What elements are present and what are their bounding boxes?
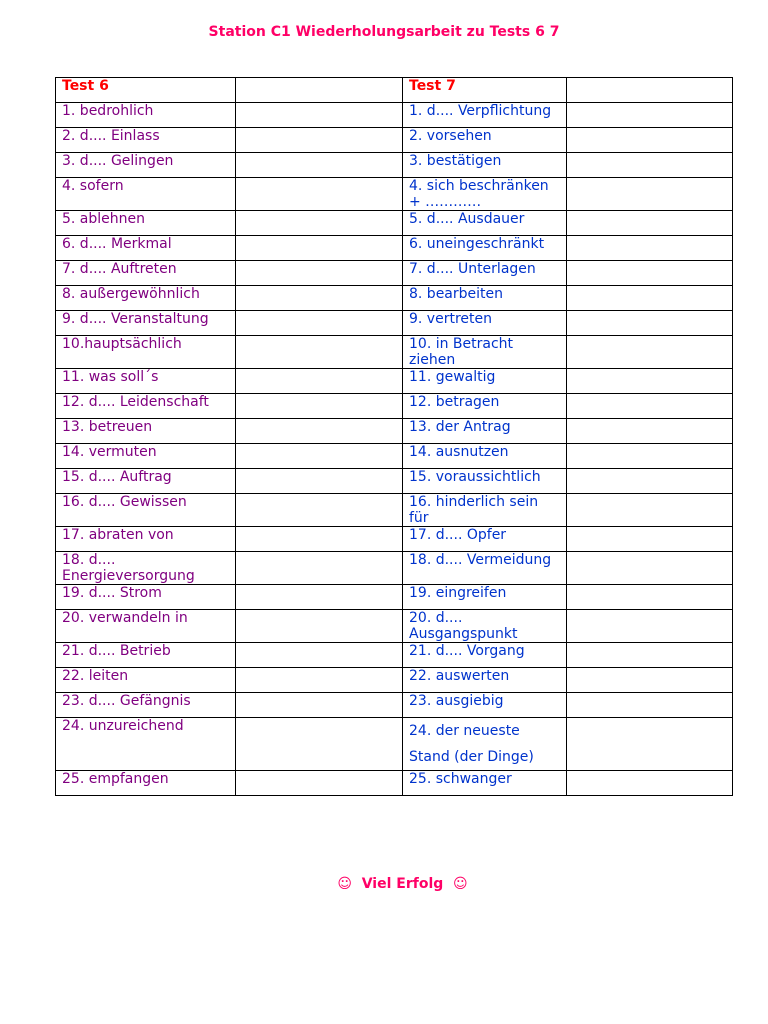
test6-term: 19. d.... Strom [56,585,236,610]
smiley-icon: ☺ [337,876,352,892]
test6-term: 22. leiten [56,668,236,693]
answer-cell-test6[interactable] [236,585,403,610]
answer-cell-test7[interactable] [567,153,733,178]
table-row [56,286,733,311]
table-row [56,693,733,718]
table-row [56,444,733,469]
answer-cell-test6[interactable] [236,311,403,336]
answer-cell-test7[interactable] [567,693,733,718]
test6-term: 3. d.... Gelingen [56,153,236,178]
answer-cell-test7[interactable] [567,494,733,527]
table-row [56,419,733,444]
footer-text: Viel Erfolg [361,876,444,892]
answer-cell-test6[interactable] [236,336,403,369]
test7-term: 19. eingreifen [403,585,567,610]
test6-term: 25. empfangen [56,771,236,796]
table-row [56,261,733,286]
answer-cell-test7[interactable] [567,469,733,494]
smiley-icon: ☺ [453,876,468,892]
answer-cell-test7[interactable] [567,178,733,211]
test6-term: 23. d.... Gefängnis [56,693,236,718]
test6-term: 1. bedrohlich [56,103,236,128]
test7-term: 8. bearbeiten [403,286,567,311]
test6-term: 14. vermuten [56,444,236,469]
answer-cell-test6[interactable] [236,718,403,771]
answer-cell-test7[interactable] [567,103,733,128]
test7-term: 6. uneingeschränkt [403,236,567,261]
table-row [56,771,733,796]
answer-cell-test6[interactable] [236,693,403,718]
footer-message [0,876,768,892]
header-test7: Test 7 [403,78,567,103]
table-row [56,153,733,178]
answer-cell-test7[interactable] [567,771,733,796]
answer-cell-test6[interactable] [236,394,403,419]
test7-term: 21. d.... Vorgang [403,643,567,668]
test6-term: 17. abraten von [56,527,236,552]
answer-cell-test6[interactable] [236,444,403,469]
answer-cell-test7[interactable] [567,552,733,585]
test7-term: 15. voraussichtlich [403,469,567,494]
table-row [56,336,733,369]
test7-term: 23. ausgiebig [403,693,567,718]
table-row [56,643,733,668]
answer-cell-test7[interactable] [567,610,733,643]
page-title: Station C1 Wiederholungsarbeit zu Tests 6 7 [208,24,560,40]
answer-cell-test7[interactable] [567,527,733,552]
answer-cell-test6[interactable] [236,469,403,494]
test6-term: 24. unzureichend [56,718,236,771]
answer-cell-test7[interactable] [567,718,733,771]
answer-cell-test7[interactable] [567,643,733,668]
table-row [56,369,733,394]
table-row [56,527,733,552]
answer-cell-test6[interactable] [236,527,403,552]
answer-cell-test6[interactable] [236,494,403,527]
table-row [56,394,733,419]
table-row [56,236,733,261]
test7-term: 3. bestätigen [403,153,567,178]
answer-cell-test6[interactable] [236,153,403,178]
answer-cell-test7[interactable] [567,286,733,311]
test7-term: 16. hinderlich sein für [403,494,567,527]
answer-cell-test6[interactable] [236,552,403,585]
answer-cell-test7[interactable] [567,336,733,369]
table-row [56,552,733,585]
table-row [56,668,733,693]
test6-term: 10.hauptsächlich [56,336,236,369]
answer-cell-test7[interactable] [567,236,733,261]
table-row [56,211,733,236]
answer-cell-test7[interactable] [567,444,733,469]
test6-term: 2. d.... Einlass [56,128,236,153]
table-row [56,128,733,153]
test7-term: 20. d.... Ausgangspunkt [403,610,567,643]
test6-term: 6. d.... Merkmal [56,236,236,261]
answer-cell-test6[interactable] [236,610,403,643]
test7-term-line: Stand (der Dinge) [409,749,534,765]
test6-term: 5. ablehnen [56,211,236,236]
test7-term: 18. d.... Vermeidung [403,552,567,585]
answer-cell-test6[interactable] [236,369,403,394]
test7-term: 13. der Antrag [403,419,567,444]
answer-cell-test6[interactable] [236,211,403,236]
table-row [56,178,733,211]
test6-term: 18. d.... Energieversorgung [56,552,236,585]
answer-cell-test6[interactable] [236,261,403,286]
table-row [56,585,733,610]
answer-cell-test7[interactable] [567,585,733,610]
test7-term: 12. betragen [403,394,567,419]
table-row [56,103,733,128]
test7-term: 9. vertreten [403,311,567,336]
answer-cell-test7[interactable] [567,668,733,693]
test6-term: 7. d.... Auftreten [56,261,236,286]
test7-term: 10. in Betracht ziehen [403,336,567,369]
answer-cell-test7[interactable] [567,311,733,336]
test6-term: 15. d.... Auftrag [56,469,236,494]
answer-cell-test6[interactable] [236,236,403,261]
answer-cell-test6[interactable] [236,771,403,796]
answer-cell-test7[interactable] [567,261,733,286]
table-row [56,610,733,643]
table-row [56,311,733,336]
answer-cell-test6[interactable] [236,128,403,153]
vocabulary-table [55,77,733,796]
answer-cell-test6[interactable] [236,78,403,103]
answer-cell-test6[interactable] [236,178,403,211]
test7-term: 22. auswerten [403,668,567,693]
answer-cell-test7[interactable] [567,419,733,444]
test7-term [403,718,567,771]
answer-cell-test7[interactable] [567,369,733,394]
header-test6: Test 6 [56,78,236,103]
test7-term: 7. d.... Unterlagen [403,261,567,286]
answer-cell-test7[interactable] [567,78,733,103]
test7-term: 17. d.... Opfer [403,527,567,552]
answer-cell-test6[interactable] [236,643,403,668]
test7-term: 25. schwanger [403,771,567,796]
test7-term: 1. d.... Verpflichtung [403,103,567,128]
test6-term: 13. betreuen [56,419,236,444]
answer-cell-test6[interactable] [236,668,403,693]
answer-cell-test7[interactable] [567,128,733,153]
test7-term: 5. d.... Ausdauer [403,211,567,236]
test6-term: 9. d.... Veranstaltung [56,311,236,336]
test6-term: 4. sofern [56,178,236,211]
test7-term-line: 24. der neueste [409,723,520,739]
table-row [56,469,733,494]
answer-cell-test6[interactable] [236,286,403,311]
test6-term: 20. verwandeln in [56,610,236,643]
test6-term: 12. d.... Leidenschaft [56,394,236,419]
test6-term: 21. d.... Betrieb [56,643,236,668]
test6-term: 16. d.... Gewissen [56,494,236,527]
table-row [56,718,733,771]
table-header-row [56,78,733,103]
table-row [56,494,733,527]
test6-term: 11. was soll´s [56,369,236,394]
test7-term: 11. gewaltig [403,369,567,394]
answer-cell-test7[interactable] [567,211,733,236]
test6-term: 8. außergewöhnlich [56,286,236,311]
answer-cell-test6[interactable] [236,419,403,444]
test7-term: 2. vorsehen [403,128,567,153]
test7-term: 14. ausnutzen [403,444,567,469]
test7-term: 4. sich beschränken + ………… [403,178,567,211]
answer-cell-test6[interactable] [236,103,403,128]
answer-cell-test7[interactable] [567,394,733,419]
